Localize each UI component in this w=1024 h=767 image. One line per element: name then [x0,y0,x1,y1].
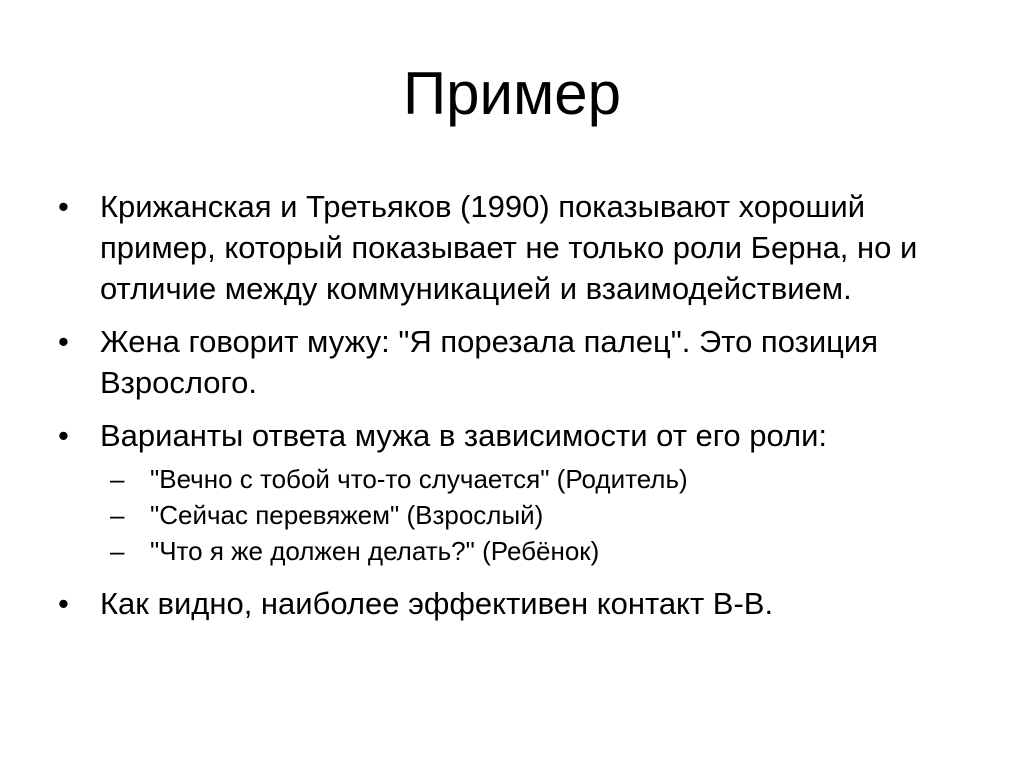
bullet-text: Крижанская и Третьяков (1990) показывают хороший пример, который показывает не только роли Берна, но и отличие между коммуникацией и взаимодействием. [100,189,918,306]
bullet-item [58,415,978,456]
bullet-text: Жена говорит мужу: "Я порезала палец". Это позиция Взрослого. [100,324,878,400]
bullet-icon: • [58,324,69,359]
sub-item [58,534,978,569]
sub-item-text: "Вечно с тобой что-то случается" (Родитель) [150,464,688,494]
dash-icon: – [110,500,125,530]
sub-list [58,462,978,569]
sub-item [58,498,978,533]
slide-title: Пример [403,60,621,127]
bullet-text: Как видно, наиболее эффективен контакт В-В. [100,586,774,621]
bullet-icon: • [58,189,69,224]
bullet-icon: • [58,586,69,621]
bullet-icon: • [58,418,69,453]
bullet-item [58,583,978,624]
sub-item-text: "Что я же должен делать?" (Ребёнок) [150,536,600,566]
slide-body [58,186,978,636]
bullet-item [58,186,978,309]
bullet-text: Варианты ответа мужа в зависимости от его роли: [100,418,828,453]
sub-item [58,462,978,497]
dash-icon: – [110,536,125,566]
sub-item-text: "Сейчас перевяжем" (Взрослый) [150,500,544,530]
dash-icon: – [110,464,125,494]
bullet-item [58,321,978,403]
